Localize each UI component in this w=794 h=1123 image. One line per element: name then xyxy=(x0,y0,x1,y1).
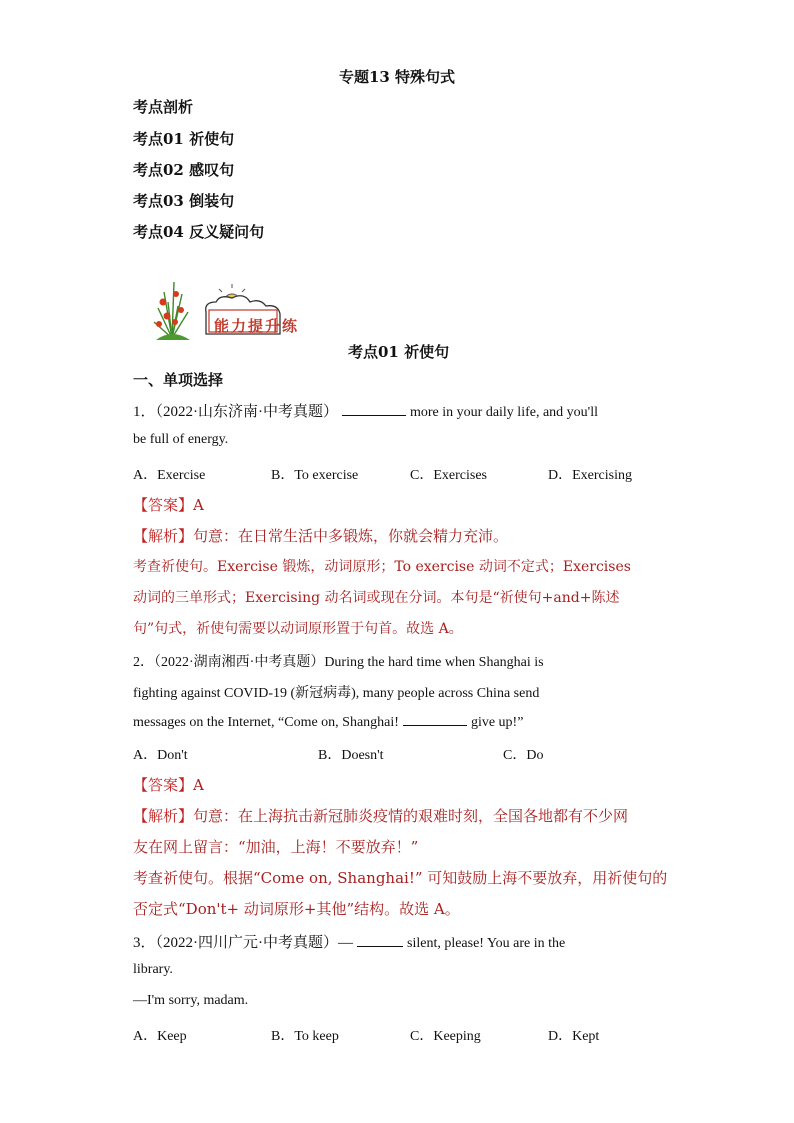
toc-item: 考点04 反义疑问句 xyxy=(133,223,265,241)
analysis-line: 【解析】句意：在日常生活中多锻炼，你就会精力充沛。 xyxy=(133,527,509,545)
option-b: B．To keep xyxy=(271,1029,339,1044)
answer-blank xyxy=(342,402,406,416)
analysis-line: 考查祈使句。根据“Come on, Shanghai!” 可知鼓励上海不要放弃，用祈使句的 xyxy=(133,869,668,887)
option-a: A．Don't xyxy=(133,748,188,763)
banner-label: 能力提升练 xyxy=(214,317,300,335)
toc-item: 考点02 感叹句 xyxy=(133,161,235,179)
analysis-line: 动词的三单形式；Exercising 动名词或现在分词。本句是“祈使句+and+陈述 xyxy=(133,590,620,606)
question-3-stem-cont: library. xyxy=(133,962,173,977)
page-title: 专题13 特殊句式 xyxy=(338,68,456,86)
question-2-stem-cont: fighting against COVID-19 (新冠病毒), many people across China send xyxy=(133,686,540,701)
question-3-stem: 3．（2022·四川广元·中考真题）— silent, please! You are in the xyxy=(133,935,566,951)
option-b: B．To exercise xyxy=(271,468,359,483)
option-c: C．Keeping xyxy=(410,1029,481,1044)
analysis-line: 否定式“Don't+ 动词原形+其他”结构。故选 A。 xyxy=(133,900,460,918)
answer-blank xyxy=(357,933,403,947)
analysis-line: 【解析】句意：在上海抗击新冠肺炎疫情的艰难时刻，全国各地都有不少网 xyxy=(133,807,629,825)
option-a: A．Keep xyxy=(133,1029,187,1044)
question-2-stem: 2．（2022·湖南湘西·中考真题）During the hard time when Shanghai is xyxy=(133,655,544,670)
option-b: B．Doesn't xyxy=(318,748,384,763)
answer-line: 【答案】A xyxy=(133,776,204,794)
option-d: D．Kept xyxy=(548,1029,600,1044)
option-c: C．Do xyxy=(503,748,544,763)
section-title: 考点01 祈使句 xyxy=(348,343,450,361)
question-1-stem-cont: be full of energy. xyxy=(133,432,229,447)
analysis-line: 友在网上留言：“加油，上海！不要放弃！” xyxy=(133,838,419,856)
option-a: A．Exercise xyxy=(133,468,206,483)
toc-item: 考点03 倒装句 xyxy=(133,192,235,210)
option-d: D．Exercising xyxy=(548,468,632,483)
question-3-stem-cont: —I'm sorry, madam. xyxy=(133,993,249,1008)
ability-banner xyxy=(146,272,336,342)
toc-item: 考点01 祈使句 xyxy=(133,130,235,148)
answer-blank xyxy=(403,712,467,726)
question-2-stem-cont: messages on the Internet, “Come on, Shanghai! give up!” xyxy=(133,712,523,731)
subsection-title: 一、单项选择 xyxy=(133,371,224,389)
option-c: C．Exercises xyxy=(410,468,487,483)
toc-item: 考点剖析 xyxy=(133,98,194,116)
analysis-line: 句”句式，祈使句需要以动词原形置于句首。故选 A。 xyxy=(133,621,463,637)
question-1-stem: 1．（2022·山东济南·中考真题） more in your daily life, and you'll xyxy=(133,404,598,420)
answer-line: 【答案】A xyxy=(133,496,204,514)
analysis-line: 考查祈使句。Exercise 锻炼，动词原形；To exercise 动词不定式；Exercises xyxy=(133,559,631,575)
